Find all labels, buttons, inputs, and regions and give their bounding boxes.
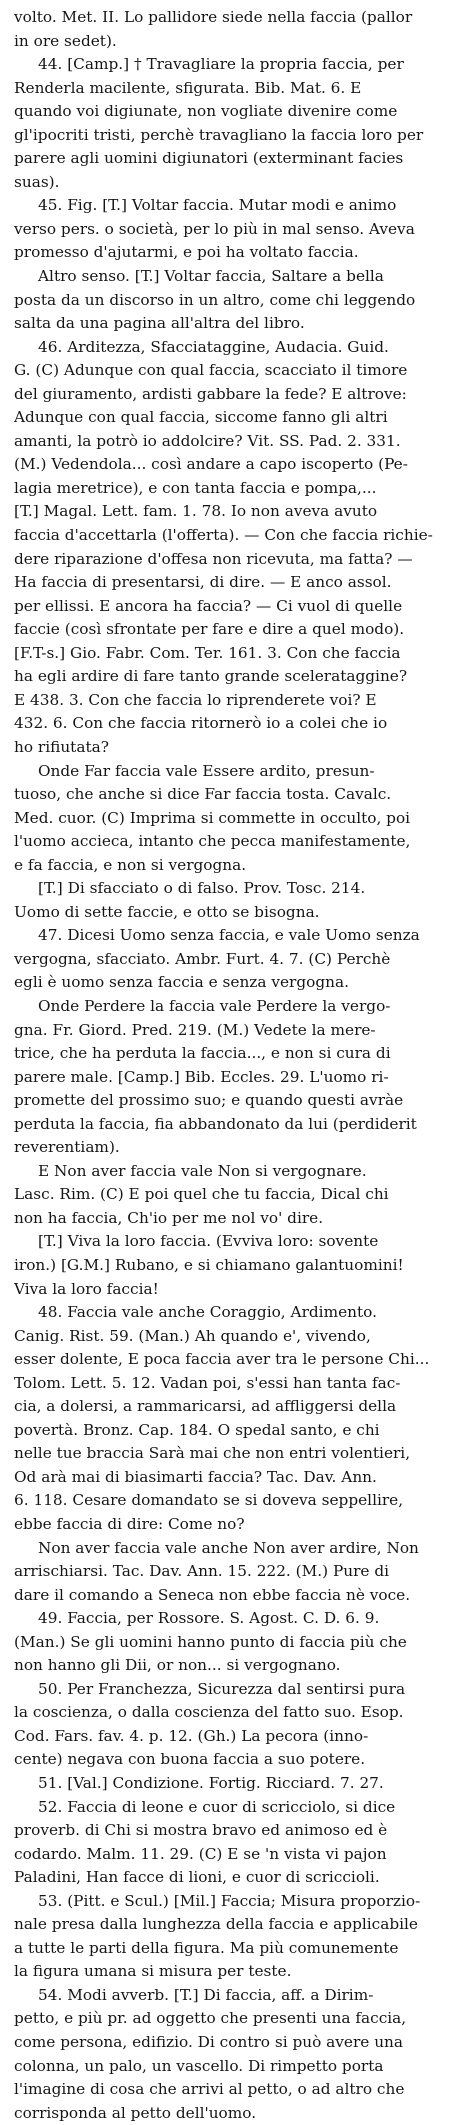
- text-line: Onde Perdere la faccia vale Perdere la vergo-: [38, 996, 391, 1015]
- text-line: colonna, un palo, un vascello. Di rimpetto porta: [14, 2056, 384, 2075]
- text-line: cente) negava con buona faccia a suo potere.: [14, 1750, 366, 1769]
- text-line: vergogna, sfacciato. Ambr. Furt. 4. 7. (C) Perchè: [14, 949, 391, 968]
- text-line: gna. Fr. Giord. Pred. 219. (M.) Vedete la mere-: [14, 1020, 376, 1039]
- text-line: 6. 118. Cesare domandato se si doveva seppellire,: [14, 1491, 404, 1510]
- text-line: faccie (così sfrontate per fare e dire a quel modo).: [14, 620, 405, 639]
- text-line: perduta la faccia, fia abbandonato da lui (perdiderit: [14, 1114, 417, 1133]
- text-line: ebbe faccia di dire: Come no?: [14, 1515, 245, 1533]
- text-line: Onde Far faccia vale Essere ardito, presun-: [38, 761, 375, 780]
- text-line: G. (C) Adunque con qual faccia, scacciato il timore: [14, 361, 408, 380]
- text-line: Adunque con qual faccia, siccome fanno gli altri: [14, 408, 388, 427]
- text-line: dere riparazione d'offesa non ricevuta, ma fatta? —: [14, 549, 413, 568]
- text-line: Tolom. Lett. 5. 12. Vadan poi, s'essi han tanta fac-: [14, 1373, 401, 1392]
- text-line: iron.) [G.M.] Rubano, e si chiamano galantuomini!: [14, 1255, 404, 1274]
- text-line: reverentiam).: [14, 1138, 120, 1157]
- text-line: 54. Modi avverb. [T.] Di faccia, aff. a Dirim-: [38, 1985, 374, 2004]
- text-line: [T.] Magal. Lett. fam. 1. 78. Io non aveva avuto: [14, 502, 378, 521]
- text-line: povertà. Bronz. Cap. 184. O spedal santo, e chi: [14, 1420, 380, 1439]
- text-line: quando voi digiunate, non vogliate divenire come: [14, 102, 398, 121]
- text-line: esser dolente, E poca faccia aver tra le persone Chi...: [14, 1350, 430, 1369]
- text-line: posta da un discorso in un altro, come chi leggendo: [14, 290, 416, 309]
- text-line: egli è uomo senza faccia e senza vergogna.: [14, 973, 349, 992]
- text-line: Cod. Fars. fav. 4. p. 12. (Gh.) La pecora (inno-: [14, 1726, 369, 1745]
- text-line: Od arà mai di biasimarti faccia? Tac. Dav. Ann.: [14, 1467, 377, 1486]
- text-line: Ha faccia di presentarsi, di dire. — E anco assol.: [14, 573, 392, 592]
- text-line: 47. Dicesi Uomo senza faccia, e vale Uomo senza: [38, 926, 420, 945]
- text-line: Viva la loro faccia!: [14, 1279, 159, 1298]
- text-line: Non aver faccia vale anche Non aver ardire, Non: [38, 1538, 419, 1557]
- text-line: petto, e più pr. ad oggetto che presenti una faccia,: [14, 2009, 407, 2028]
- text-line: (Man.) Se gli uomini hanno punto di faccia più che: [14, 1632, 407, 1651]
- text-line: la coscienza, o dalla coscienza del fatto suo. Esop.: [14, 1703, 404, 1722]
- text-line: 49. Faccia, per Rossore. S. Agost. C. D. 6. 9.: [38, 1609, 380, 1628]
- text-line: e fa faccia, e non si vergogna.: [14, 855, 247, 874]
- text-line: a tutte le parti della figura. Ma più comunemente: [14, 1938, 399, 1957]
- text-line: ha egli ardire di fare tanto grande scelerataggine?: [14, 667, 408, 686]
- text-line: 46. Arditezza, Sfacciataggine, Audacia. Guid.: [38, 337, 389, 356]
- text-line: volto. Met. II. Lo pallidore siede nella faccia (pallor: [14, 8, 413, 26]
- text-line: gl'ipocriti tristi, perchè travagliano la faccia loro per: [14, 125, 424, 144]
- text-line: 53. (Pitt. e Scul.) [Mil.] Faccia; Misura proporzio-: [38, 1891, 421, 1910]
- text-line: proverb. di Chi si mostra bravo ed animoso ed è: [14, 1821, 388, 1840]
- text-line: verso pers. o società, per lo più in mal senso. Aveva: [14, 219, 415, 238]
- text-line: nale presa dalla lunghezza della faccia e applicabile: [14, 1915, 418, 1934]
- text-column: [14, 6, 459, 2125]
- text-line: del giuramento, ardisti gabbare la fede? E altrove:: [14, 384, 407, 403]
- text-line: 50. Per Franchezza, Sicurezza dal sentirsi pura: [38, 1679, 406, 1698]
- text-line: 44. [Camp.] † Travagliare la propria faccia, per: [38, 55, 404, 74]
- text-line: come persona, edifizio. Di contro si può avere una: [14, 2033, 404, 2052]
- text-line: 52. Faccia di leone e cuor di scricciolo, si dice: [38, 1797, 396, 1816]
- text-line: amanti, la potrò io addolcire? Vit. SS. Pad. 2. 331.: [14, 431, 401, 450]
- text-line: non hanno gli Dii, or non... si vergognano.: [14, 1656, 341, 1675]
- text-line: 432. 6. Con che faccia ritornerò io a colei che io: [14, 714, 388, 733]
- text-line: [T.] Di sfacciato o di falso. Prov. Tosc. 214.: [38, 879, 366, 898]
- text-line: Altro senso. [T.] Voltar faccia, Saltare a bella: [38, 267, 384, 286]
- text-line: salta da una pagina all'altra del libro.: [14, 314, 305, 333]
- text-line: 48. Faccia vale anche Coraggio, Ardimento.: [38, 1303, 377, 1322]
- text-line: codardo. Malm. 11. 29. (C) E se 'n vista vi pajon: [14, 1844, 387, 1863]
- text-line: Renderla macilente, sfigurata. Bib. Mat. 6. E: [14, 78, 362, 97]
- text-line: corrisponda al petto dell'uomo.: [14, 2103, 257, 2122]
- text-line: l'uomo accieca, intanto che pecca manifestamente,: [14, 832, 411, 851]
- text-line: 45. Fig. [T.] Voltar faccia. Mutar modi e animo: [38, 196, 397, 215]
- text-line: 51. [Val.] Condizione. Fortig. Ricciard. 7. 27.: [38, 1774, 384, 1793]
- text-line: ho rifiutata?: [14, 737, 109, 756]
- text-line: lagia meretrice), e con tanta faccia e pompa,...: [14, 478, 377, 497]
- text-line: faccia d'accettarla (l'offerta). — Con che faccia richie-: [14, 526, 433, 545]
- text-line: (M.) Vedendola... così andare a capo iscoperto (Pe-: [14, 455, 408, 474]
- text-line: cia, a dolersi, a rammaricarsi, ad affliggersi della: [14, 1397, 397, 1416]
- text-line: promette del prossimo suo; e quando questi avràe: [14, 1091, 404, 1110]
- text-line: [T.] Viva la loro faccia. (Evviva loro: sovente: [38, 1232, 379, 1251]
- text-line: E 438. 3. Con che faccia lo riprenderete voi? E: [14, 690, 377, 709]
- text-line: trice, che ha perduta la faccia..., e non si cura di: [14, 1044, 391, 1063]
- text-line: Lasc. Rim. (C) E poi quel che tu faccia, Dical chi: [14, 1185, 389, 1204]
- text-line: Uomo di sette faccie, e otto se bisogna.: [14, 902, 320, 921]
- text-line: nelle tue braccia Sarà mai che non entri volentieri,: [14, 1444, 411, 1463]
- text-line: non ha faccia, Ch'io per me nol vo' dire.: [14, 1208, 324, 1227]
- text-line: l'imagine di cosa che arrivi al petto, o ad altro che: [14, 2080, 405, 2099]
- text-line: tuoso, che anche si dice Far faccia tosta. Cavalc.: [14, 785, 392, 804]
- text-line: Med. cuor. (C) Imprima si commette in occulto, poi: [14, 808, 411, 827]
- text-line: promesso d'ajutarmi, e poi ha voltato faccia.: [14, 243, 359, 262]
- text-line: E Non aver faccia vale Non si vergognare.: [38, 1161, 367, 1180]
- text-line: suas).: [14, 172, 60, 191]
- text-line: arrischiarsi. Tac. Dav. Ann. 15. 222. (M.) Pure di: [14, 1562, 390, 1581]
- text-line: [F.T-s.] Gio. Fabr. Com. Ter. 161. 3. Con che faccia: [14, 643, 401, 662]
- text-line: la figura umana si misura per teste.: [14, 1962, 292, 1981]
- text-line: per ellissi. E ancora ha faccia? — Ci vuol di quelle: [14, 596, 403, 615]
- text-line: in ore sedet).: [14, 31, 117, 50]
- text-line: parere agli uomini digiunatori (exterminant facies: [14, 149, 404, 168]
- text-line: dare il comando a Seneca non ebbe faccia nè voce.: [14, 1585, 411, 1604]
- text-line: parere male. [Camp.] Bib. Eccles. 29. L'uomo ri-: [14, 1067, 389, 1086]
- text-line: Canig. Rist. 59. (Man.) Ah quando e', vivendo,: [14, 1326, 371, 1345]
- text-line: Paladini, Han facce di lioni, e cuor di scriccioli.: [14, 1868, 380, 1887]
